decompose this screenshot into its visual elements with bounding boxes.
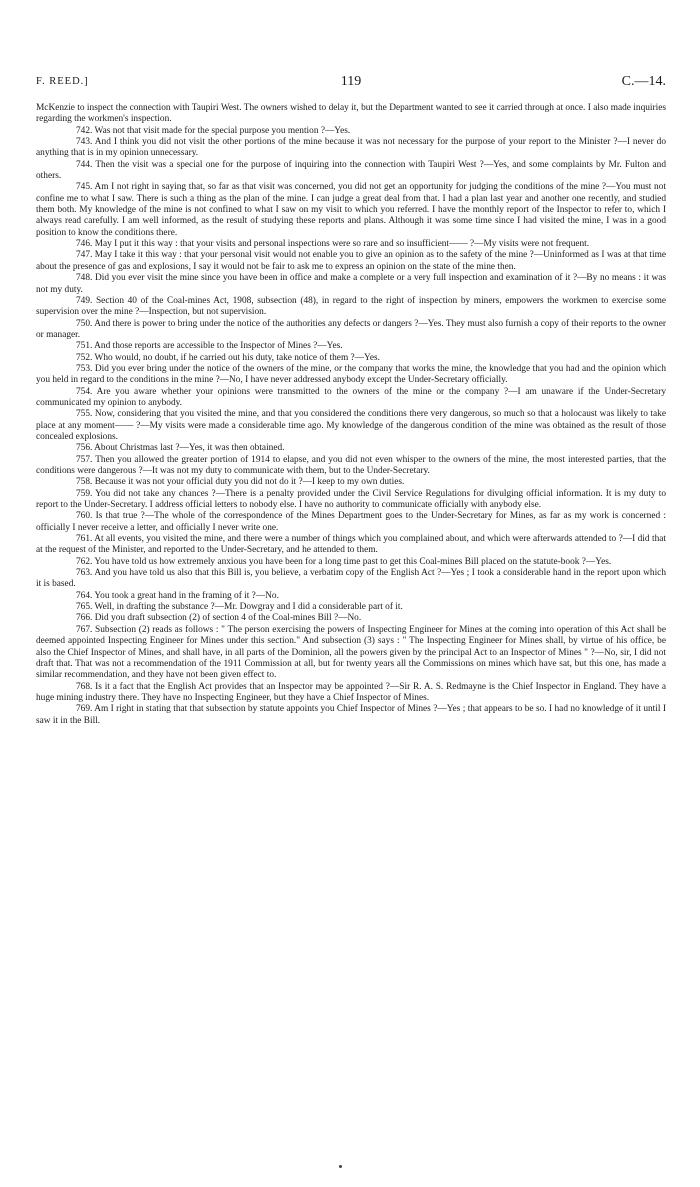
document-body	[36, 103, 666, 727]
question-paragraph: 755. Now, considering that you visited the mine, and that you considered the conditions there very dangerous, so much so that a holocaust was likely to take place at any moment—— ?—My visits were made a considerable time ago. My knowledge of the dangerous condition of the mine was obtained as the result of those concealed explosions.	[36, 409, 666, 442]
question-paragraph: 742. Was not that visit made for the special purpose you mention ?—Yes.	[76, 125, 351, 136]
question-paragraph: 753. Did you ever bring under the notice of the owners of the mine, or the company that works the mine, the knowledge that you had and the opinion which you held in regard to the conditions in the mine ?—No, I have never addressed anybody except the Under-Secretary officially.	[36, 363, 666, 386]
question-paragraph: 756. About Christmas last ?—Yes, it was then obtained.	[76, 443, 285, 454]
question-paragraph: 743. And I think you did not visit the other portions of the mine because it was not necessary for the purpose of your report to the Minister ?—I never do anything that is in my opinion unnecessary.	[36, 137, 666, 159]
question-paragraph: 752. Who would, no doubt, if he carried out his duty, take notice of them ?—Yes.	[76, 352, 380, 363]
question-paragraph: 764. You took a great hand in the framing of it ?—No.	[76, 590, 279, 601]
question-paragraph: 762. You have told us how extremely anxious you have been for a long time past to get this Coal-mines Bill placed on the statute-book ?—Yes.	[76, 556, 612, 567]
question-paragraph: 745. Am I not right in saying that, so far as that visit was concerned, you did not get an opportunity for judging the conditions of the mine ?—You must not confine me to what I saw. There is such a thing as the plan of the mine. I can judge a great deal from that. I had a plan last year and another one recently, and studied them both. My knowledge of the mine is not confined to what I saw on my visit to which you referred. I have the monthly report of the Inspector to refer to, which I always read carefully. I am well informed, as the result of studying these reports and plans. Although it was some time since I had visited the mine, I was in a good position to know the conditions there.	[36, 182, 666, 238]
question-paragraph: 746. May I put it this way : that your visits and personal inspections were so rare and so insufficient—— ?—My visits were not frequent.	[76, 239, 590, 250]
question-paragraph: 766. Did you draft subsection (2) of section 4 of the Coal-mines Bill ?—No.	[76, 613, 362, 624]
question-paragraph: 769. Am I right in stating that that subsection by statute appoints you Chief Inspector of Mines ?—Yes ; that appears to be so. I had no knowledge of it until I saw it in the Bill.	[36, 704, 666, 726]
question-paragraph: 748. Did you ever visit the mine since you have been in office and make a complete or a very full inspection and examination of it ?—By no means : it was not my duty.	[36, 273, 666, 295]
question-paragraph: 758. Because it was not your official duty you did not do it ?—I keep to my own duties.	[76, 477, 405, 488]
question-paragraph: 751. And those reports are accessible to the Inspector of Mines ?—Yes.	[76, 341, 343, 352]
question-paragraph: 767. Subsection (2) reads as follows : " The person exercising the powers of Inspecting Engineer for Mines at the coming into operation of this Act shall be deemed appointed Inspecting Engineer for Mines under this section." And subsection (3) says : " The Inspecting Engineer for Mines shall, by virtue of his office, be also the Chief Inspector of Mines, and shall have, in all parts of the Dominion, all the powers given by the principal Act to an Inspector of Mines " ?—No, sir, I did not draft that. That was not a recommendation of the 1911 Commission at all, but for twenty years all the Commissions on mines which have sat, but this one, has made a similar recommendation, and they have not been given effect to.	[36, 624, 666, 681]
question-paragraph: 759. You did not take any chances ?—There is a penalty provided under the Civil Service Regulations for divulging official information. It is my duty to report to the Under-Secretary. I address official letters to nobody else. I have no authority to communicate officially with anybody else.	[36, 488, 666, 511]
footer-dot	[339, 1165, 342, 1168]
question-paragraph: 763. And you have told us also that this Bill is, you believe, a verbatim copy of the English Act ?—Yes ; I took a considerable hand in the report upon which it is based.	[36, 568, 666, 590]
page-header	[36, 72, 666, 92]
question-paragraph: 761. At all events, you visited the mine, and there were a number of things which you complained about, and which were afterwards attended to ?—I did that at the request of the Minister, and reported to the Under-Secretary, and he attended to them.	[36, 534, 666, 556]
question-paragraph: 749. Section 40 of the Coal-mines Act, 1908, subsection (48), in regard to the right of inspection by miners, empowers the workmen to exercise some supervision over the mine ?—Inspection, but not supervision.	[36, 295, 666, 318]
question-paragraph: 760. Is that true ?—The whole of the correspondence of the Mines Department goes to the Under-Secretary for Mines, as far as my work is concerned : officially I never receive a letter, and officially I never write one.	[36, 511, 666, 533]
question-paragraph: 750. And there is power to bring under the notice of the authorities any defects or dangers ?—Yes. They must also furnish a copy of their reports to the owner or manager.	[36, 318, 666, 340]
question-paragraph: 757. Then you allowed the greater portion of 1914 to elapse, and you did not even whisper to the owners of the mine, the most interested parties, that the conditions were dangerous ?—It was not my duty to communicate with them, but to the Under-Secretary.	[36, 454, 666, 476]
question-paragraph: 747. May I take it this way : that your personal visit would not enable you to give an opinion as to the safety of the mine ?—Uninformed as I was at that time about the presence of gas and explosions, I say it would not be fair to ask me to express an opinion on the state of the mine then.	[36, 250, 666, 272]
question-paragraph: 768. Is it a fact that the English Act provides that an Inspector may be appointed ?—Sir R. A. S. Redmayne is the Chief Inspector in England. They have a huge mining industry there. They have no Inspecting Engineer, but they have a Chief Inspector of Mines.	[36, 681, 666, 703]
question-paragraph: 754. Are you aware whether your opinions were transmitted to the owners of the mine or the company ?—I am unaware if the Under-Secretary communicated my opinion to anybody.	[36, 386, 666, 408]
page-number: 119	[340, 74, 362, 89]
witness-name: F. REED.]	[36, 76, 89, 87]
question-paragraph: 744. Then the visit was a special one for the purpose of inquiring into the connection with Taupiri West ?—Yes, and some complaints by Mr. Fulton and others.	[36, 159, 666, 182]
question-paragraph: 765. Well, in drafting the substance ?—Mr. Dowgray and I did a considerable part of it.	[76, 602, 403, 613]
continued-paragraph: McKenzie to inspect the connection with Taupiri West. The owners wished to delay it, but the Department wanted to see it carried through at once. I also made inquiries regarding the workmen's inspection.	[36, 103, 666, 125]
document-code: C.—14.	[621, 74, 666, 89]
